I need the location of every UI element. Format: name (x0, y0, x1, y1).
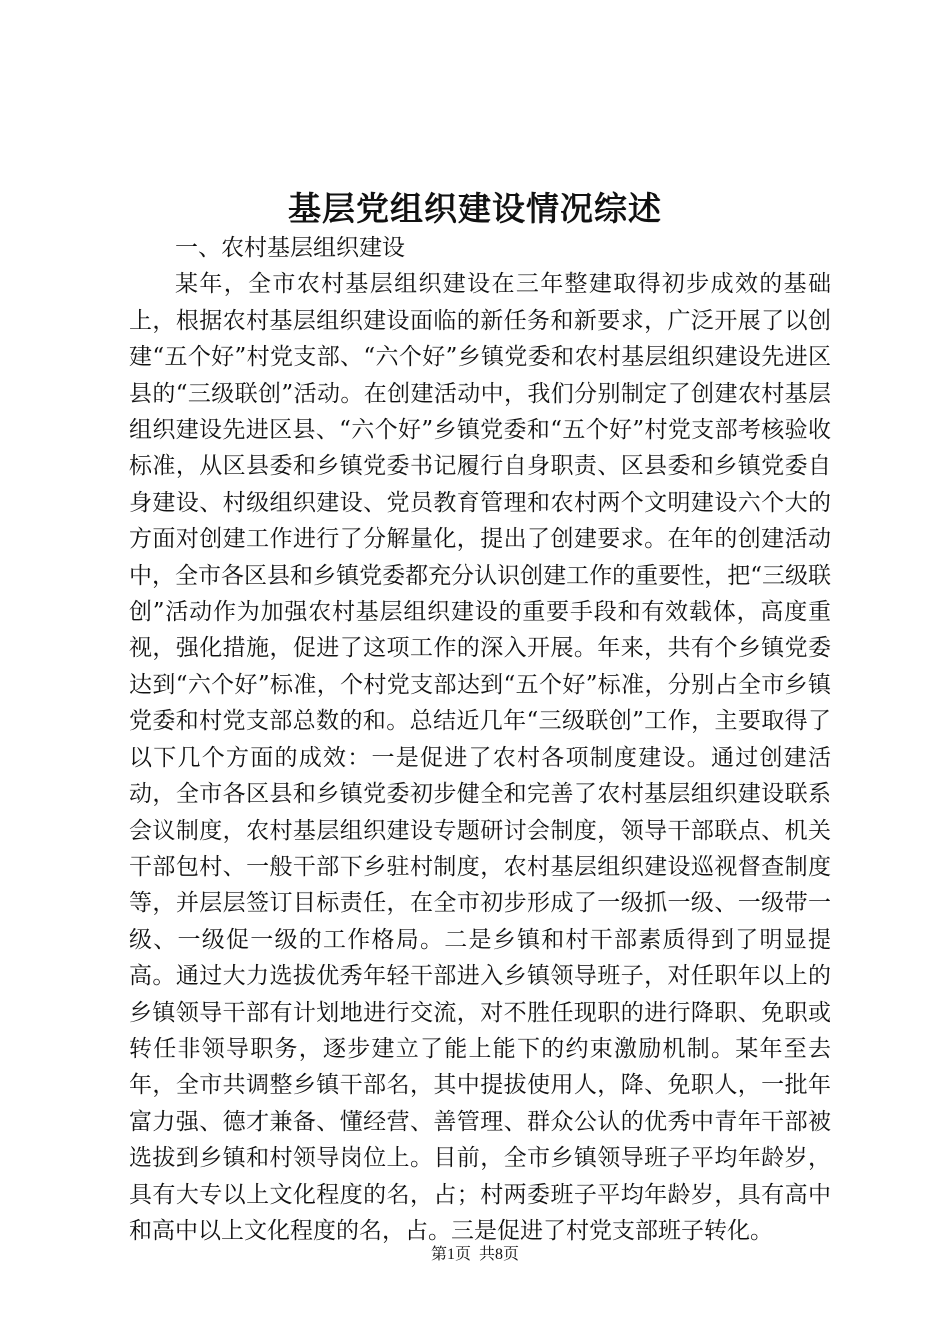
section-heading: 一、农村基层组织建设 (175, 235, 405, 261)
body-paragraph: 某年，全市农村基层组织建设在三年整建取得初步成效的基础上，根据农村基层组织建设面临的新任务和新要求，广泛开展了以创建“五个好”村党支部、“六个好”乡镇党委和农村基层组织建设先进区县的“三级联创”活动。在创建活动中，我们分别制定了创建农村基层组织建设先进区县、“六个好”乡镇党委和“五个好”村党支部考核验收标准，从区县委和乡镇党委书记履行自身职责、区县委和乡镇党委自身建设、村级组织建设、党员教育管理和农村两个文明建设六个大的方面对创建工作进行了分解量化，提出了创建要求。在年的创建活动中，全市各区县和乡镇党委都充分认识创建工作的重要性，把“三级联创”活动作为加强农村基层组织建设的重要手段和有效载体，高度重视，强化措施，促进了这项工作的深入开展。年来，共有个乡镇党委达到“六个好”标准，个村党支部达到“五个好”标准，分别占全市乡镇党委和村党支部总数的和。总结近几年“三级联创”工作，主要取得了以下几个方面的成效：一是促进了农村各项制度建设。通过创建活动，全市各区县和乡镇党委初步健全和完善了农村基层组织建设联系会议制度，农村基层组织建设专题研讨会制度，领导干部联点、机关干部包村、一般干部下乡驻村制度，农村基层组织建设巡视督查制度等，并层层签订目标责任，在全市初步形成了一级抓一级、一级带一级、一级促一级的工作格局。二是乡镇和村干部素质得到了明显提高。通过大力选拔优秀年轻干部进入乡镇领导班子，对任职年以上的乡镇领导干部有计划地进行交流，对不胜任现职的进行降职、免职或转任非领导职务，逐步建立了能上能下的约束激励机制。某年至去年，全市共调整乡镇干部名，其中提拔使用人，降、免职人，一批年富力强、德才兼备、懂经营、善管理、群众公认的优秀中青年干部被选拔到乡镇和村领导岗位上。目前，全市乡镇领导班子平均年龄岁，具有大专以上文化程度的名，占；村两委班子平均年龄岁，具有高中和高中以上文化程度的名，占。三是促进了村党支部班子转化。 (129, 271, 831, 1244)
page-number-label: 第1页 共8页 (430, 1246, 519, 1263)
document-body (129, 230, 831, 1249)
page-footer (0, 1244, 950, 1266)
document-title: 基层党组织建设情况综述 (288, 189, 662, 228)
